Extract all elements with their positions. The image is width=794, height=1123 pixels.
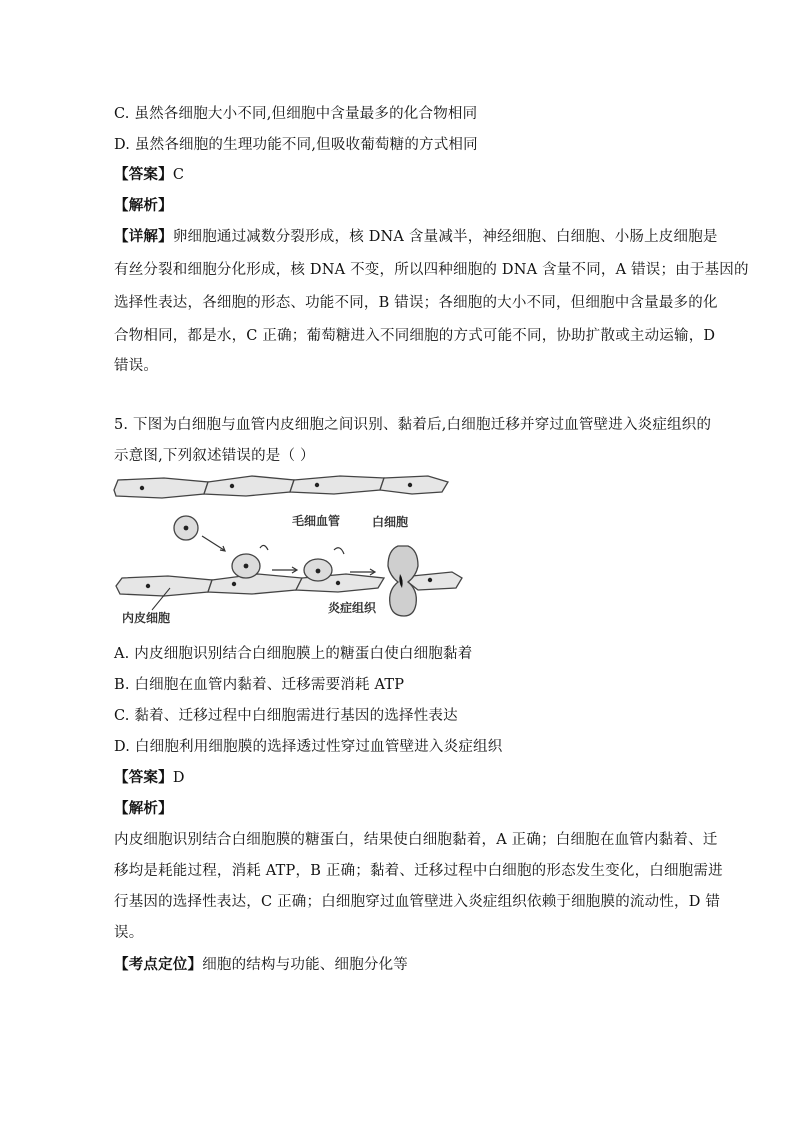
q4-option-c: C. 虽然各细胞大小不同,但细胞中含量最多的化合物相同	[114, 106, 478, 122]
q5-answer	[114, 768, 185, 788]
label-white-cell: 白细胞	[372, 515, 409, 529]
key-point-tag: 【考点定位】	[114, 956, 203, 973]
q4-detail-line-4: 合物相同，都是水，C 正确；葡萄糖进入不同细胞的方式可能不同，协助扩散或主动运输，D	[114, 328, 716, 344]
label-inflamed-tissue: 炎症组织	[328, 601, 377, 615]
q4-detail-line-2: 有丝分裂和细胞分化形成，核 DNA 不变，所以四种细胞的 DNA 含量不同，A 错误；由于基因的	[114, 262, 749, 278]
detail-tag: 【详解】	[114, 228, 173, 245]
q5-option-b: B. 白细胞在血管内黏着、迁移需要消耗 ATP	[114, 677, 405, 693]
q5-analysis-line-4: 误。	[114, 925, 144, 941]
q5-analysis-line-2: 移均是耗能过程，消耗 ATP，B 正确；黏着、迁移过程中白细胞的形态发生变化，白细胞需进	[114, 863, 723, 879]
q5-option-a: A. 内皮细胞识别结合白细胞膜上的糖蛋白使白细胞黏着	[114, 646, 473, 662]
q5-analysis-tag: 【解析】	[114, 800, 173, 817]
q4-detail-line-3: 选择性表达，各细胞的形态、功能不同，B 错误；各细胞的大小不同，但细胞中含量最多的化	[114, 295, 718, 311]
q4-answer	[114, 165, 184, 185]
q5-stem-line-2: 示意图,下列叙述错误的是（ ）	[114, 448, 315, 464]
detail-text: 卵细胞通过减数分裂形成，核 DNA 含量减半，神经细胞、白细胞、小肠上皮细胞是	[172, 229, 718, 245]
q5-stem-line-1: 5. 下图为白细胞与血管内皮细胞之间识别、黏着后,白细胞迁移并穿过血管壁进入炎症组织的	[114, 417, 712, 433]
q5-analysis-line-3: 行基因的选择性表达，C 正确；白细胞穿过血管壁进入炎症组织依赖于细胞膜的流动性，D 错	[114, 894, 721, 910]
diagram-svg	[112, 470, 464, 630]
answer-value: D	[172, 770, 185, 786]
q5-option-c: C. 黏着、迁移过程中白细胞需进行基因的选择性表达	[114, 708, 458, 724]
q5-analysis-line-1: 内皮细胞识别结合白细胞膜的糖蛋白，结果使白细胞黏着，A 正确；白细胞在血管内黏着、迁	[114, 832, 718, 848]
answer-value: C	[172, 167, 185, 183]
q4-detail-line-1	[114, 227, 718, 247]
leukocyte-migration-diagram	[112, 470, 464, 630]
label-capillary: 毛细血管	[292, 514, 341, 528]
top-endothelial-row	[114, 476, 448, 498]
q5-key-point	[114, 955, 408, 975]
key-point-text: 细胞的结构与功能、细胞分化等	[202, 957, 409, 973]
q4-analysis-tag: 【解析】	[114, 197, 173, 214]
q4-option-d: D. 虽然各细胞的生理功能不同,但吸收葡萄糖的方式相同	[114, 137, 478, 153]
answer-tag: 【答案】	[114, 769, 173, 786]
q4-detail-line-5: 错误。	[114, 358, 159, 374]
label-endothelial-cell: 内皮细胞	[122, 611, 171, 625]
answer-tag: 【答案】	[114, 166, 173, 183]
q5-option-d: D. 白细胞利用细胞膜的选择透过性穿过血管壁进入炎症组织	[114, 739, 503, 755]
